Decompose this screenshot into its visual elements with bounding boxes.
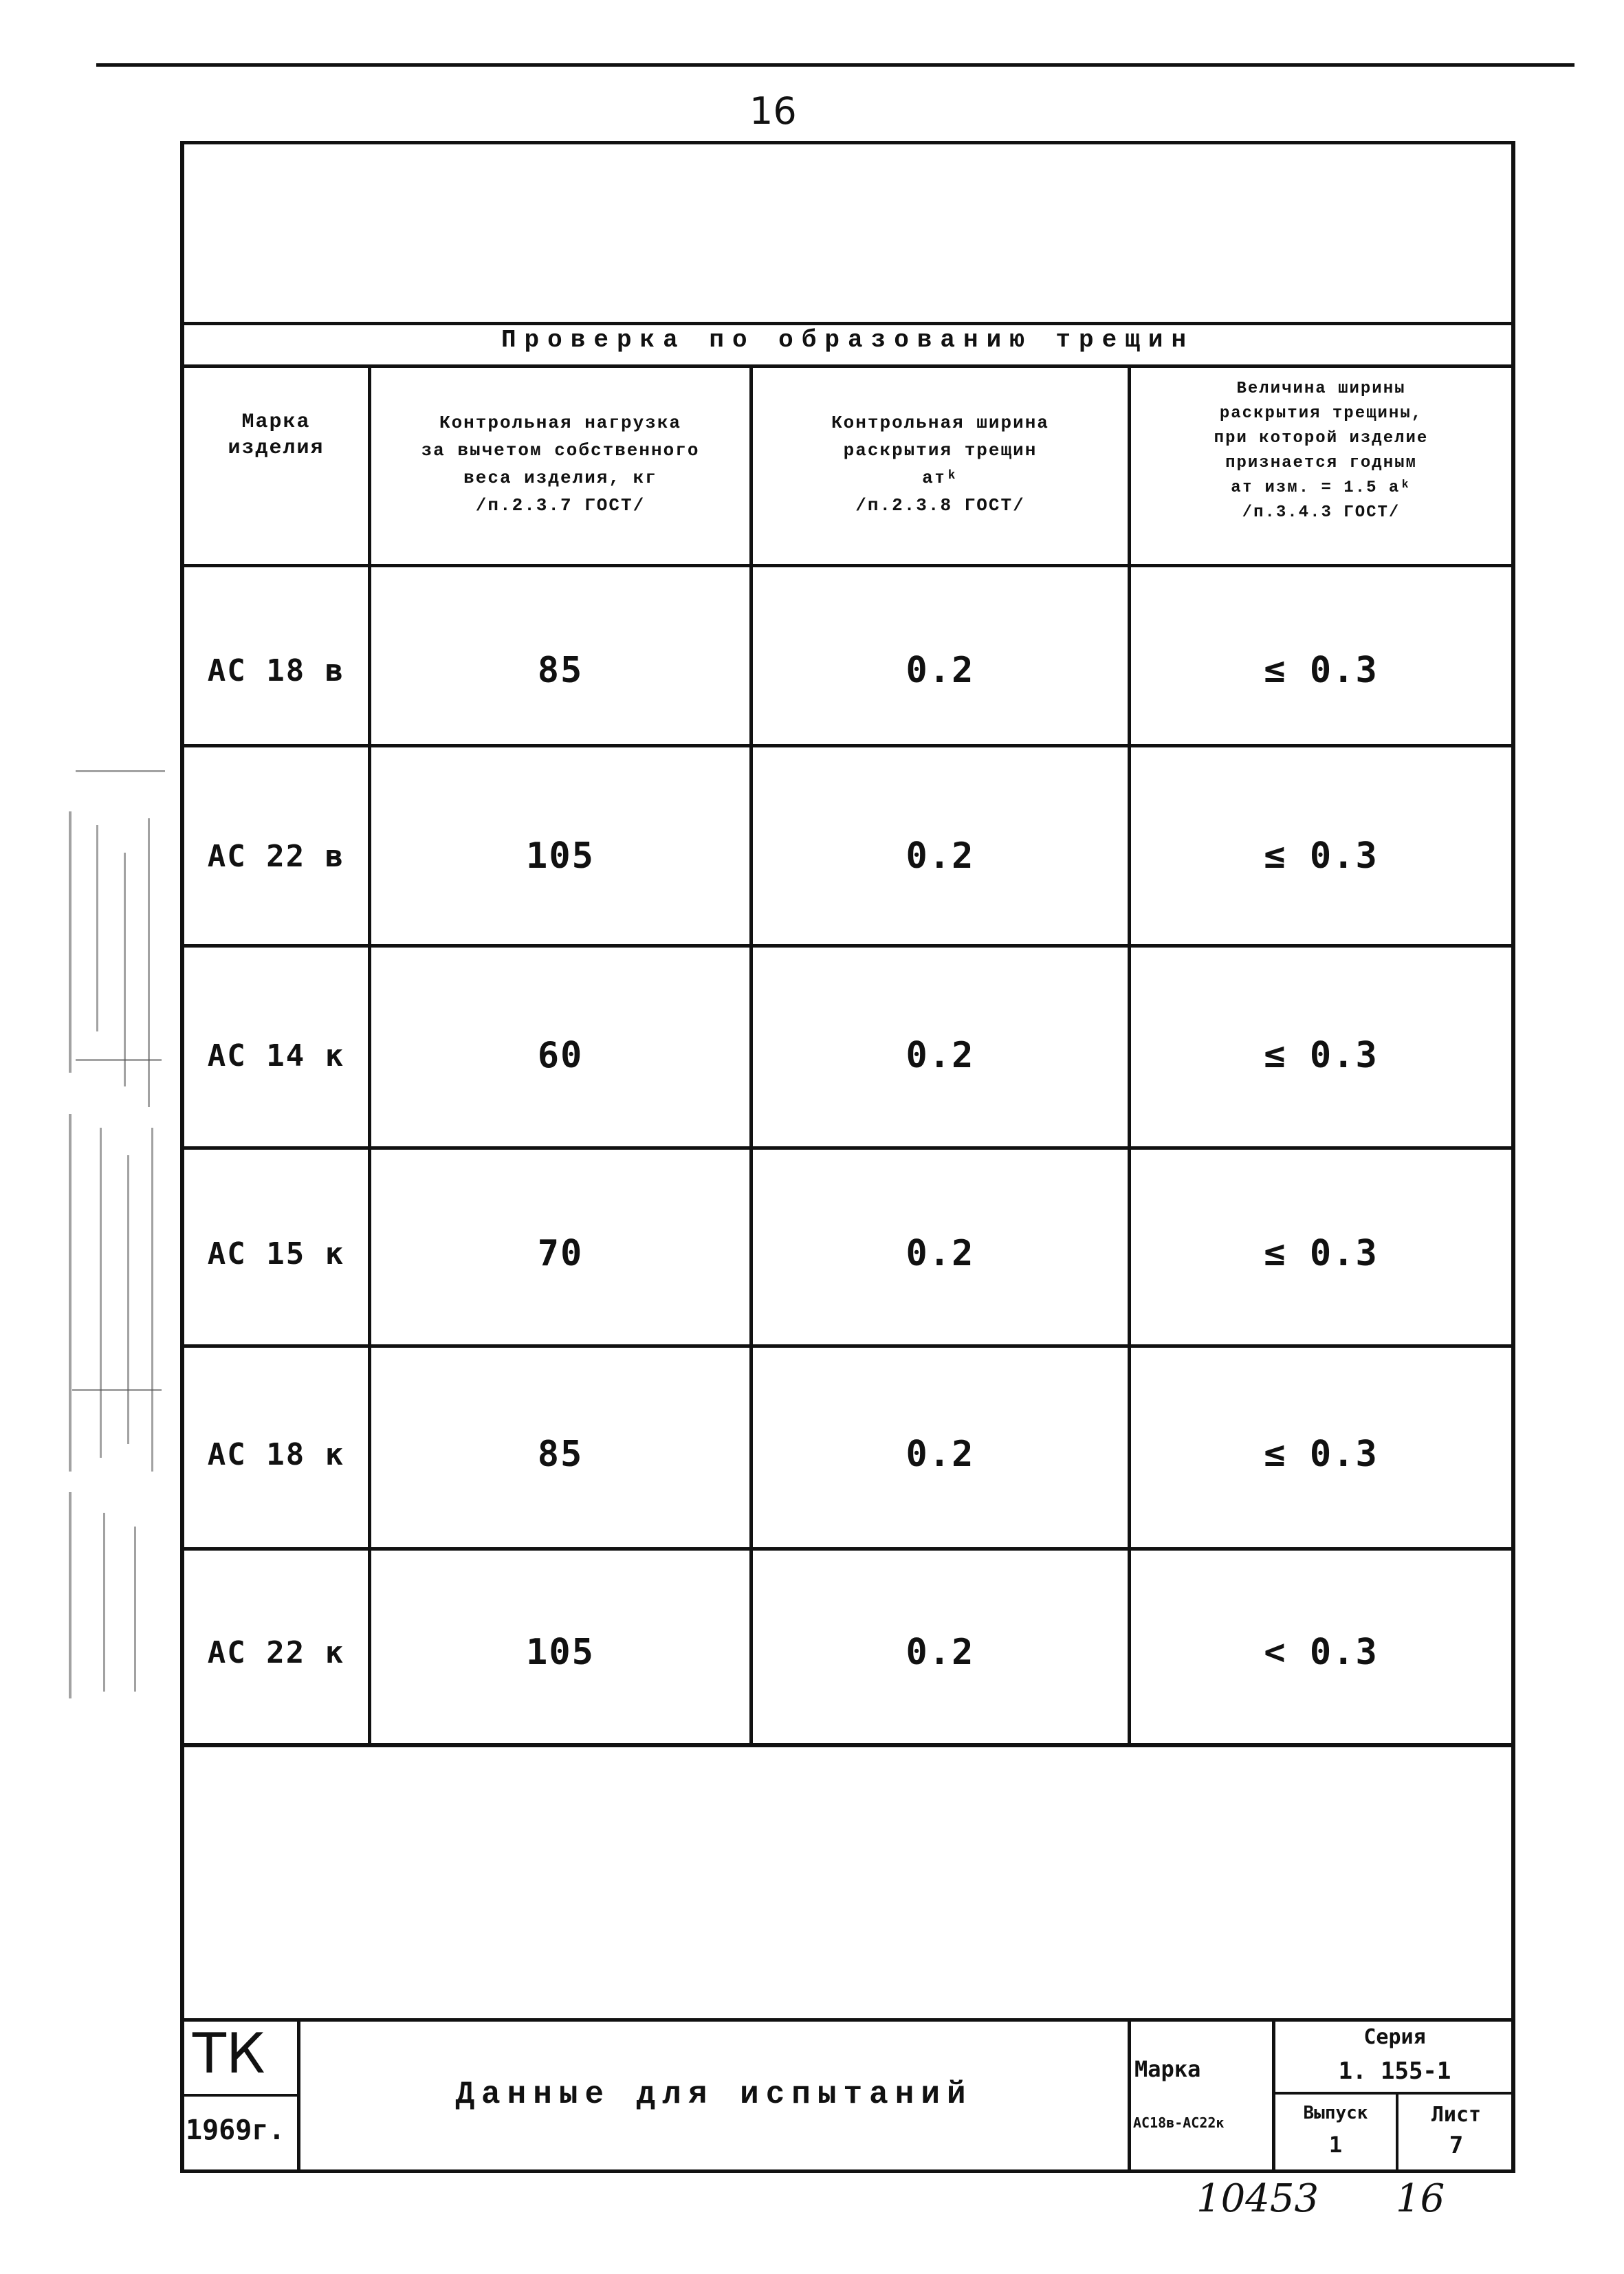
cell-width: 0.2 xyxy=(906,1632,975,1673)
issue-label: Выпуск xyxy=(1303,2103,1368,2123)
header-value: Величина ширины раскрытия трещины, при которой изделие признается годным aᴛ изм. = 1.5 aᵏ /п.3.4.3 ГОСТ/ xyxy=(1214,380,1429,522)
section-title: Проверка по образованию трещин xyxy=(501,326,1195,354)
title-block-series-split xyxy=(1272,2092,1514,2095)
row-separator xyxy=(180,744,1515,747)
sheet-label: Лист xyxy=(1431,2103,1482,2127)
cell-value: ≤ 0.3 xyxy=(1264,650,1379,691)
mark-label: Марка xyxy=(1134,2056,1201,2082)
title-block-top xyxy=(180,2018,1515,2022)
cell-value: < 0.3 xyxy=(1264,1632,1379,1673)
cell-load: 70 xyxy=(537,1233,584,1274)
title-band-top xyxy=(180,322,1515,325)
cell-value: ≤ 0.3 xyxy=(1264,835,1379,877)
cell-width: 0.2 xyxy=(906,835,975,877)
mark-value: АС18в-АС22к xyxy=(1133,2114,1225,2131)
cell-width: 0.2 xyxy=(906,1434,975,1475)
header-load: Контрольная нагрузка за вычетом собственного веса изделия, кг /п.2.3.7 ГОСТ/ xyxy=(421,413,700,516)
title-block-div-2 xyxy=(1128,2018,1131,2173)
row-separator xyxy=(180,944,1515,948)
cell-mark: АС 15 к xyxy=(207,1236,345,1271)
cell-width: 0.2 xyxy=(906,1035,975,1076)
title-band-bottom xyxy=(180,364,1515,368)
org-label: ТК xyxy=(193,2022,265,2086)
title-block-org-split xyxy=(180,2094,298,2097)
cell-load: 60 xyxy=(537,1035,584,1076)
row-separator xyxy=(180,1344,1515,1348)
cell-mark: АС 22 в xyxy=(207,839,345,874)
issue-value: 1 xyxy=(1328,2132,1343,2158)
doc-title: Данные для испытаний xyxy=(455,2077,973,2112)
archive-page: 16 xyxy=(1396,2176,1445,2221)
cell-mark: АС 14 к xyxy=(207,1038,345,1073)
cell-value: ≤ 0.3 xyxy=(1264,1233,1379,1274)
cell-load: 85 xyxy=(537,650,584,691)
faded-stamp-marks xyxy=(69,770,165,1719)
header-bottom xyxy=(180,564,1515,567)
year-label: 1969г. xyxy=(186,2114,285,2146)
cell-width: 0.2 xyxy=(906,1233,975,1274)
page-number: 16 xyxy=(749,89,797,133)
frame-top xyxy=(180,141,1515,144)
cell-mark: АС 18 к xyxy=(207,1437,345,1472)
row-separator xyxy=(180,1146,1515,1150)
archive-number: 10453 xyxy=(1196,2176,1319,2221)
row-separator xyxy=(180,1547,1515,1551)
cell-mark: АС 18 в xyxy=(207,653,345,688)
frame-bottom xyxy=(180,2169,1515,2173)
top-rule xyxy=(96,63,1574,67)
sheet-value: 7 xyxy=(1449,2132,1464,2159)
cell-load: 105 xyxy=(526,835,595,877)
cell-load: 85 xyxy=(537,1434,584,1475)
header-width: Контрольная ширина раскрытия трещин aᴛᵏ /п.2.3.8 ГОСТ/ xyxy=(831,413,1049,516)
frame-right xyxy=(1511,141,1515,2173)
header-mark: Марка изделия xyxy=(228,411,325,460)
cell-width: 0.2 xyxy=(906,650,975,691)
cell-value: ≤ 0.3 xyxy=(1264,1434,1379,1475)
cell-mark: АС 22 к xyxy=(207,1635,345,1670)
series-value: 1. 155-1 xyxy=(1338,2057,1451,2085)
series-label: Серия xyxy=(1363,2025,1426,2049)
cell-load: 105 xyxy=(526,1632,595,1673)
table-bottom xyxy=(180,1743,1515,1747)
cell-value: ≤ 0.3 xyxy=(1264,1035,1379,1076)
